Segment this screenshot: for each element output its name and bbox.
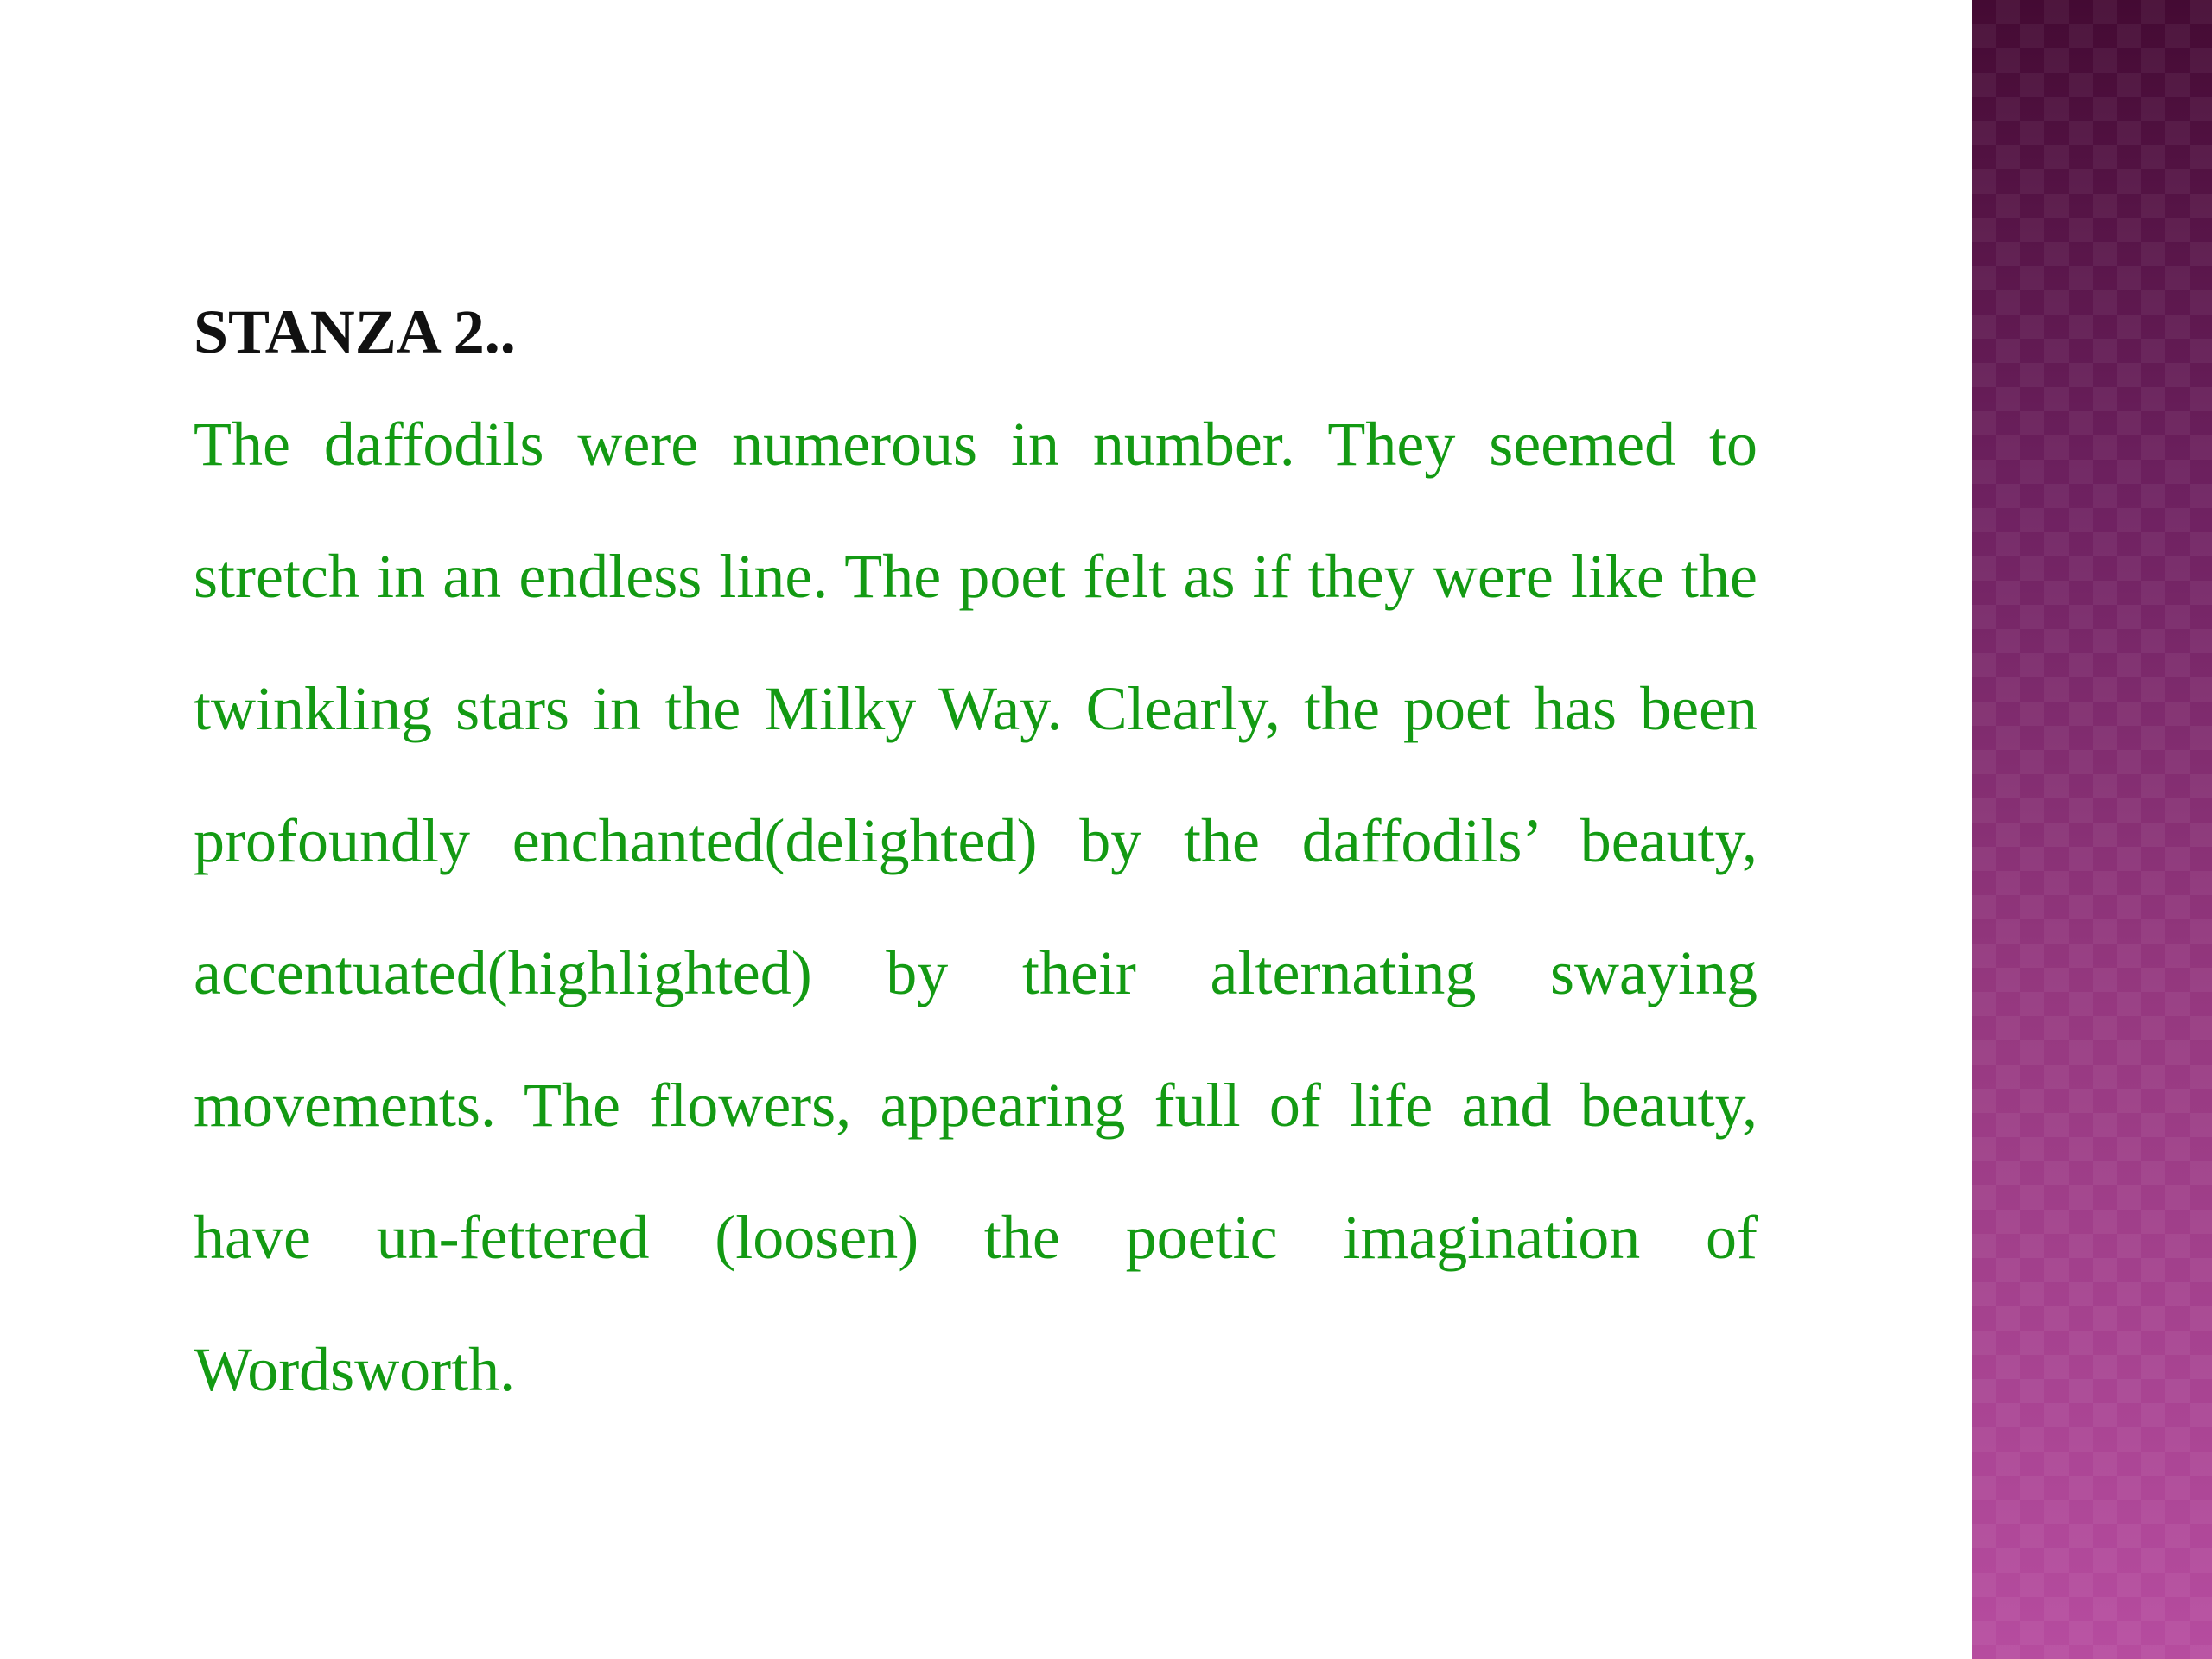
stanza-heading: STANZA 2..	[194, 297, 516, 366]
decorative-side-band	[1972, 0, 2212, 1659]
stanza-paragraph: The daffodils were numerous in number. They seemed to stretch in an endless line. The poet felt as if they were like the twinkling stars in the Milky Way. Clearly, the poet has been profoundly enchanted(delighted) by the daffodils’ beauty, accentuated(highlighted) by their alternating swaying movements. The flowers, appearing full of life and beauty, have un-fettered (loosen) the poetic imagination of Wordsworth.	[194, 410, 1758, 1404]
slide-content	[194, 285, 1758, 1436]
